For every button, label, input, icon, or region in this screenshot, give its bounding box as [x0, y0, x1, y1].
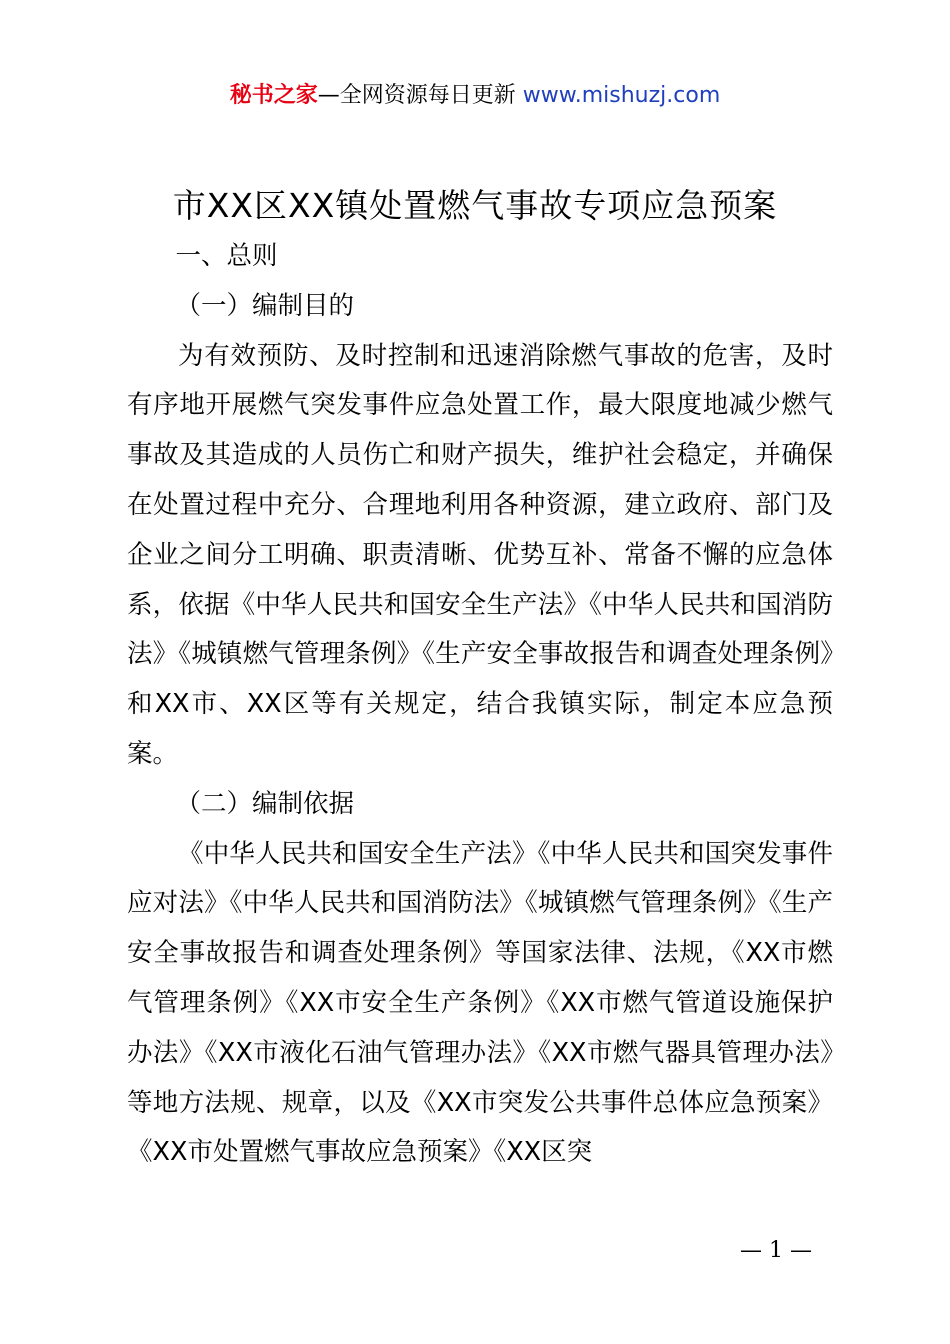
document-title: 市XX区XX镇处置燃气事故专项应急预案 [172, 186, 778, 225]
site-header [0, 80, 950, 112]
site-slogan: —全网资源每日更新 [317, 83, 523, 108]
body-paragraph: 《中华人民共和国安全生产法》《中华人民共和国突发事件应对法》《中华人民共和国消防法》《城镇燃气管理条例》《生产安全事故报告和调查处理条例》等国家法律、法规，《XX市燃气管理条例》《XX市安全生产条例》《XX市燃气管道设施保护办法》《XX市液化石油气管理办法》《XX市燃气器具管理办法》等地方法规、规章，以及《XX市突发公共事件总体应急预案》《XX市处置燃气事故应急预案》《XX区突 [127, 838, 833, 1168]
section-heading: 一、总则 [175, 241, 278, 271]
document-body [127, 232, 833, 1178]
page-number: — 1 — [740, 1238, 812, 1263]
site-brand: 秘书之家 [229, 83, 318, 108]
site-url[interactable]: www.mishuzj.com [522, 83, 721, 108]
subsection-heading: （一）编制目的 [175, 290, 354, 321]
body-paragraph: 为有效预防、及时控制和迅速消除燃气事故的危害，及时有序地开展燃气突发事件应急处置工作，最大限度地减少燃气事故及其造成的人员伤亡和财产损失，维护社会稳定，并确保在处置过程中充分、合理地利用各种资源，建立政府、部门及企业之间分工明确、职责清晰、优势互补、常备不懈的应急体系，依据《中华人民共和国安全生产法》《中华人民共和国消防法》《城镇燃气管理条例》《生产安全事故报告和调查处理条例》和XX市、XX区等有关规定，结合我镇实际，制定本应急预案。 [127, 340, 833, 769]
subsection-heading: （二）编制依据 [175, 788, 354, 819]
